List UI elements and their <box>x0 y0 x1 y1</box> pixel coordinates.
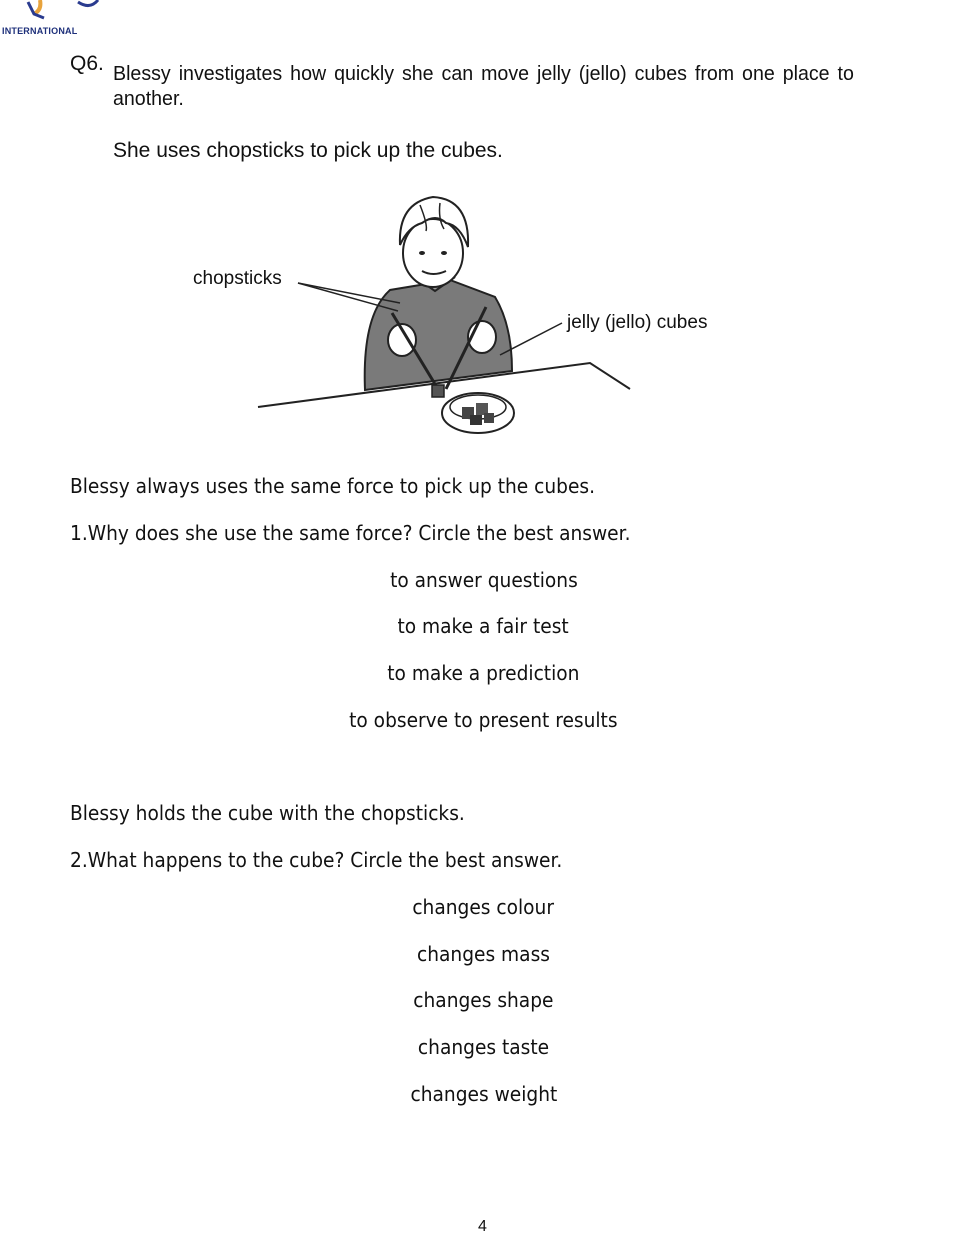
label-jelly-cubes: jelly (jello) cubes <box>567 312 708 333</box>
part2-option[interactable]: changes shape <box>413 988 554 1012</box>
part1-option[interactable]: to make a fair test <box>397 614 570 638</box>
label-chopsticks: chopsticks <box>193 268 282 289</box>
part2-option[interactable]: changes taste <box>417 1035 550 1059</box>
part1-option[interactable]: to observe to present results <box>349 708 618 732</box>
part2-option[interactable]: changes mass <box>417 942 550 966</box>
part1-statement: Blessy always uses the same force to pick up the cubes. <box>70 474 596 498</box>
part2-option[interactable]: changes colour <box>412 895 555 919</box>
part1-option[interactable]: to answer questions <box>389 568 578 592</box>
question-intro-2: She uses chopsticks to pick up the cubes. <box>113 139 503 162</box>
school-logo <box>0 0 110 40</box>
part2-statement: Blessy holds the cube with the chopsticks. <box>70 801 465 825</box>
part1-prompt: 1.Why does she use the same force? Circle the best answer. <box>70 521 631 545</box>
logo-text: INTERNATIONAL <box>2 26 78 36</box>
part1-option[interactable]: to make a prediction <box>387 661 580 685</box>
question-intro: Blessy investigates how quickly she can move jelly (jello) cubes from one place to another. <box>113 63 854 110</box>
question-number: Q6. <box>70 52 104 75</box>
part2-option[interactable]: changes weight <box>410 1082 557 1106</box>
page-number: 4 <box>478 1218 487 1235</box>
part2-prompt: 2.What happens to the cube? Circle the best answer. <box>70 848 563 872</box>
